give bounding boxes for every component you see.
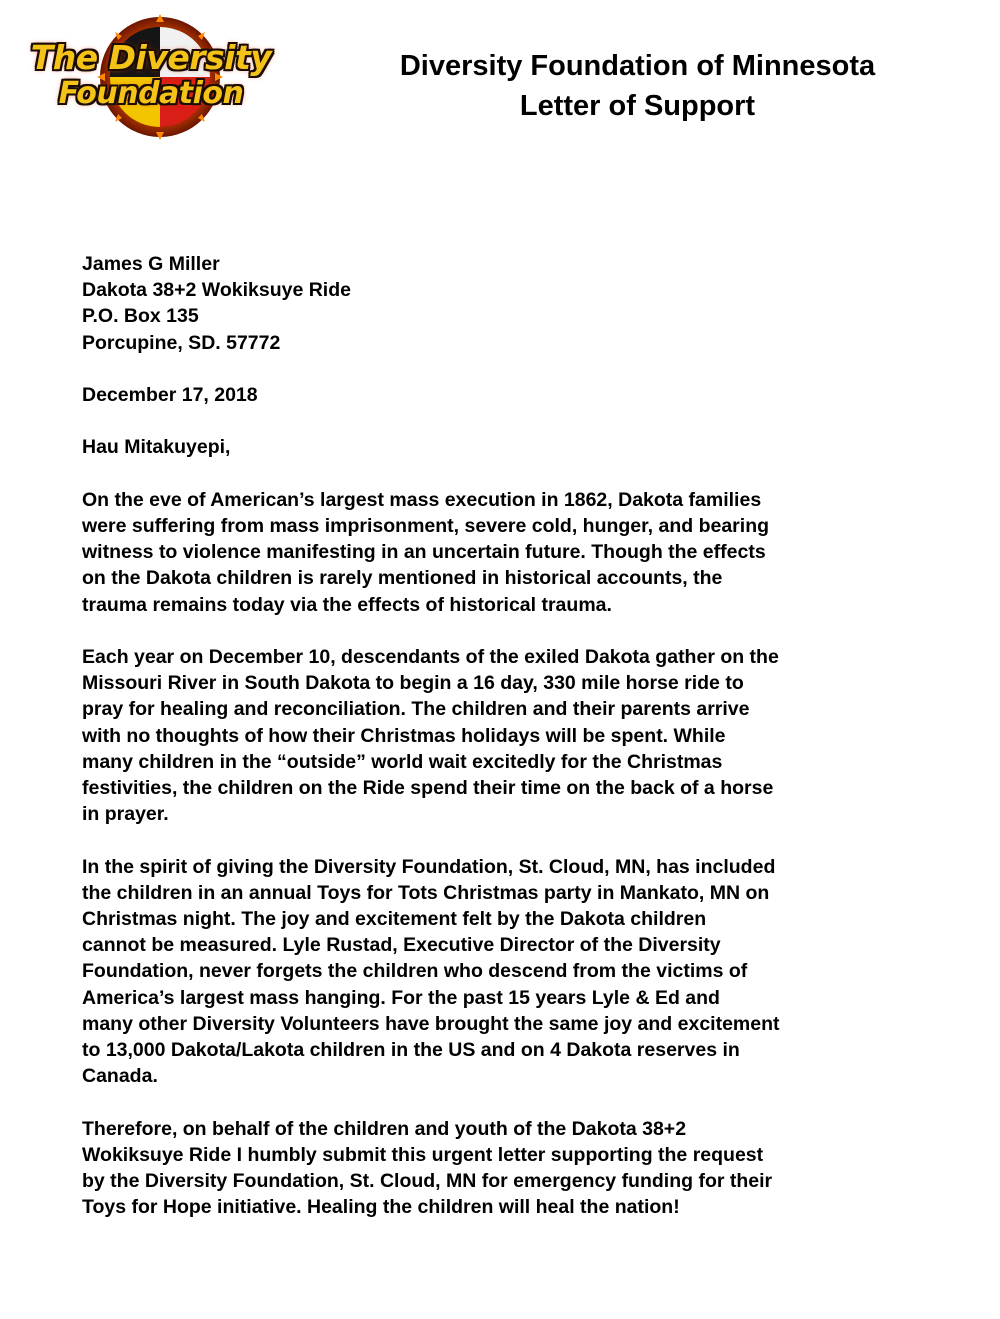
paragraph-line: by the Diversity Foundation, St. Cloud, MN for emergency funding for their xyxy=(82,1170,773,1193)
diversity-foundation-logo xyxy=(20,14,282,140)
paragraph-line: the children in an annual Toys for Tots Christmas party in Mankato, MN on xyxy=(82,881,770,904)
letter-date: December 17, 2018 xyxy=(82,384,258,406)
paragraph xyxy=(82,487,932,618)
paragraph xyxy=(82,1116,932,1221)
salutation: Hau Mitakuyepi, xyxy=(82,436,231,459)
paragraph-line: witness to violence manifesting in an uncertain future. Though the effects xyxy=(82,541,766,564)
logo-text-line-1: The Diversity xyxy=(30,38,272,77)
paragraph-line: with no thoughts of how their Christmas holidays will be spent. While xyxy=(82,724,726,747)
page-title xyxy=(330,46,945,126)
address-name: James G Miller xyxy=(82,253,220,275)
paragraph-line: America’s largest mass hanging. For the past 15 years Lyle & Ed and xyxy=(82,986,720,1009)
title-line-1: Diversity Foundation of Minnesota xyxy=(399,50,876,82)
paragraph-line: Therefore, on behalf of the children and youth of the Dakota 38+2 xyxy=(82,1117,687,1140)
address-po-box: P.O. Box 135 xyxy=(82,305,199,328)
title-line-2: Letter of Support xyxy=(519,90,756,122)
paragraph-line: In the spirit of giving the Diversity Foundation, St. Cloud, MN, has included xyxy=(82,855,776,878)
paragraph-line: many other Diversity Volunteers have brought the same joy and excitement xyxy=(82,1012,780,1035)
paragraph-line: Christmas night. The joy and excitement felt by the Dakota children xyxy=(82,908,707,930)
letter-body xyxy=(82,251,932,1220)
paragraph-line: were suffering from mass imprisonment, severe cold, hunger, and bearing xyxy=(82,514,770,537)
paragraph-line: pray for healing and reconciliation. The children and their parents arrive xyxy=(82,698,750,721)
paragraph-line: to 13,000 Dakota/Lakota children in the US and on 4 Dakota reserves in xyxy=(82,1039,740,1062)
paragraph-line: Wokiksuye Ride I humbly submit this urgent letter supporting the request xyxy=(82,1143,764,1166)
recipient-address xyxy=(82,251,932,356)
paragraph-line: Foundation, never forgets the children who descend from the victims of xyxy=(82,960,748,983)
paragraph-line: trauma remains today via the effects of historical trauma. xyxy=(82,593,612,616)
paragraph-line: Toys for Hope initiative. Healing the children will heal the nation! xyxy=(82,1196,680,1219)
address-organization: Dakota 38+2 Wokiksuye Ride xyxy=(82,279,351,302)
paragraph-line: many children in the “outside” world wait excitedly for the Christmas xyxy=(82,750,723,773)
paragraph xyxy=(82,644,932,827)
paragraph-line: Missouri River in South Dakota to begin a 16 day, 330 mile horse ride to xyxy=(82,672,744,695)
paragraph-line: Canada. xyxy=(82,1065,158,1088)
paragraph-line: on the Dakota children is rarely mentioned in historical accounts, the xyxy=(82,567,723,590)
address-city: Porcupine, SD. 57772 xyxy=(82,331,281,354)
paragraph-line: festivities, the children on the Ride spend their time on the back of a horse xyxy=(82,777,774,799)
paragraph-line: in prayer. xyxy=(82,803,169,826)
paragraph xyxy=(82,854,932,1090)
paragraph-line: cannot be measured. Lyle Rustad, Executive Director of the Diversity xyxy=(82,934,721,957)
paragraph-line: On the eve of American’s largest mass execution in 1862, Dakota families xyxy=(82,488,762,511)
paragraph-line: Each year on December 10, descendants of the exiled Dakota gather on the xyxy=(82,645,779,668)
logo-text-line-2: Foundation xyxy=(58,76,244,111)
